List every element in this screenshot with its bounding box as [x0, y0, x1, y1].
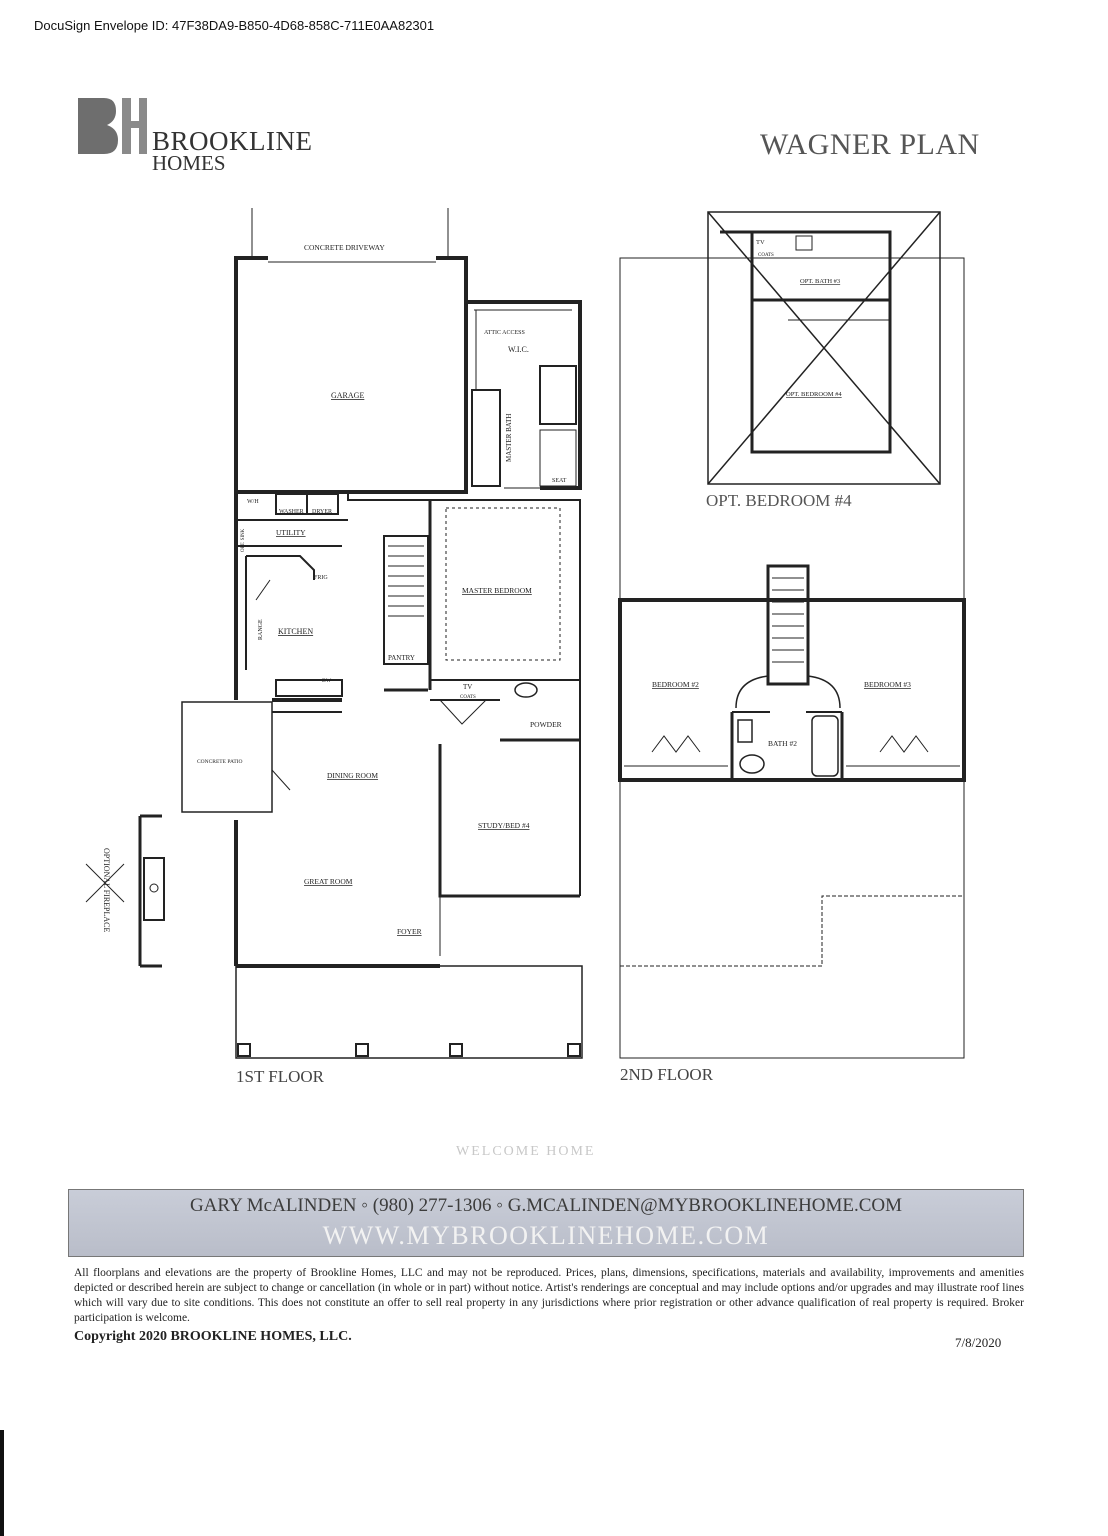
label-pantry: PANTRY: [388, 654, 415, 662]
plan-title: WAGNER PLAN: [760, 128, 980, 161]
label-wh: W/H: [247, 499, 259, 505]
welcome-watermark: WELCOME HOME: [456, 1144, 596, 1159]
label-study: STUDY/BED #4: [478, 821, 530, 830]
label-attic: ATTIC ACCESS: [484, 330, 525, 336]
label-bath3: OPT. BATH #3: [800, 278, 841, 285]
label-range: RANGE: [258, 619, 264, 640]
label-dryer: DRYER: [312, 509, 333, 515]
label-dw: DW: [322, 678, 332, 684]
label-tv: TV: [756, 239, 765, 246]
label-fireplace: OPTIONAL FIREPLACE: [102, 848, 111, 933]
label-dining: DINING ROOM: [327, 771, 379, 780]
label-powder: POWDER: [530, 720, 562, 729]
label-great-room: GREAT ROOM: [304, 877, 353, 886]
copyright: Copyright 2020 BROOKLINE HOMES, LLC.: [74, 1329, 352, 1344]
label-driveway: CONCRETE DRIVEWAY: [304, 243, 385, 252]
label-opt-sink: OPT. SINK: [241, 528, 246, 552]
disclaimer: All floorplans and elevations are the property of Brookline Homes, LLC and may not be reproduced. Prices, plans, dimensions, specifications, materials and availability, improvements and amenities depicted or described herein are subject to change or cancellation (in whole or in part) without notice. Artist's renderings are conceptual and may include options and/or upgrades and may illustrate roof lines which will vary due to site conditions. This does not constitute an offer to sell real property in any jurisdictions where prior registration or other advance qualification of real property is required. Broker participation is welcome.: [74, 1267, 1024, 1324]
label-kitchen: KITCHEN: [278, 627, 314, 636]
label-tv: TV: [463, 683, 473, 691]
label-foyer: FOYER: [397, 927, 422, 936]
label-seat: SEAT: [552, 478, 567, 484]
label-bath2: BATH #2: [768, 739, 797, 748]
label-2nd-floor: 2ND FLOOR: [620, 1065, 714, 1084]
label-wic: W.I.C.: [508, 345, 529, 354]
label-1st-floor: 1ST FLOOR: [236, 1067, 325, 1086]
label-bedroom2: BEDROOM #2: [652, 680, 699, 689]
label-coats: COATS: [758, 253, 774, 258]
label-utility: UTILITY: [276, 528, 306, 537]
label-bedroom3: BEDROOM #3: [864, 680, 911, 689]
label-bedroom4: OPT. BEDROOM #4: [786, 391, 842, 398]
label-patio: CONCRETE PATIO: [197, 759, 243, 765]
contact-line: GARY McALINDEN ◦ (980) 277-1306 ◦ G.MCALINDEN@MYBROOKLINEHOME.COM: [189, 1195, 903, 1216]
label-coats: COATS: [460, 695, 476, 700]
label-master-bath: MASTER BATH: [505, 413, 513, 462]
label-washer: WASHER: [279, 509, 304, 515]
scan-edge: [0, 1430, 4, 1536]
label-frig: FRIG: [314, 575, 328, 581]
label-opt-bedroom: OPT. BEDROOM #4: [706, 491, 852, 510]
website-link[interactable]: WWW.MYBROOKLINEHOME.COM: [322, 1221, 770, 1250]
document-date: 7/8/2020: [955, 1335, 1002, 1350]
label-master-bedroom: MASTER BEDROOM: [462, 586, 532, 595]
label-garage: GARAGE: [331, 391, 365, 400]
logo-brand: BROOKLINE: [152, 126, 313, 156]
second-floor-plan: [620, 258, 964, 1058]
optional-bedroom-plan: [708, 212, 940, 484]
contact-banner: [68, 1189, 1024, 1257]
logo-sub: HOMES: [152, 151, 226, 175]
envelope-id: DocuSign Envelope ID: 47F38DA9-B850-4D68-858C-711E0AA82301: [34, 18, 435, 33]
